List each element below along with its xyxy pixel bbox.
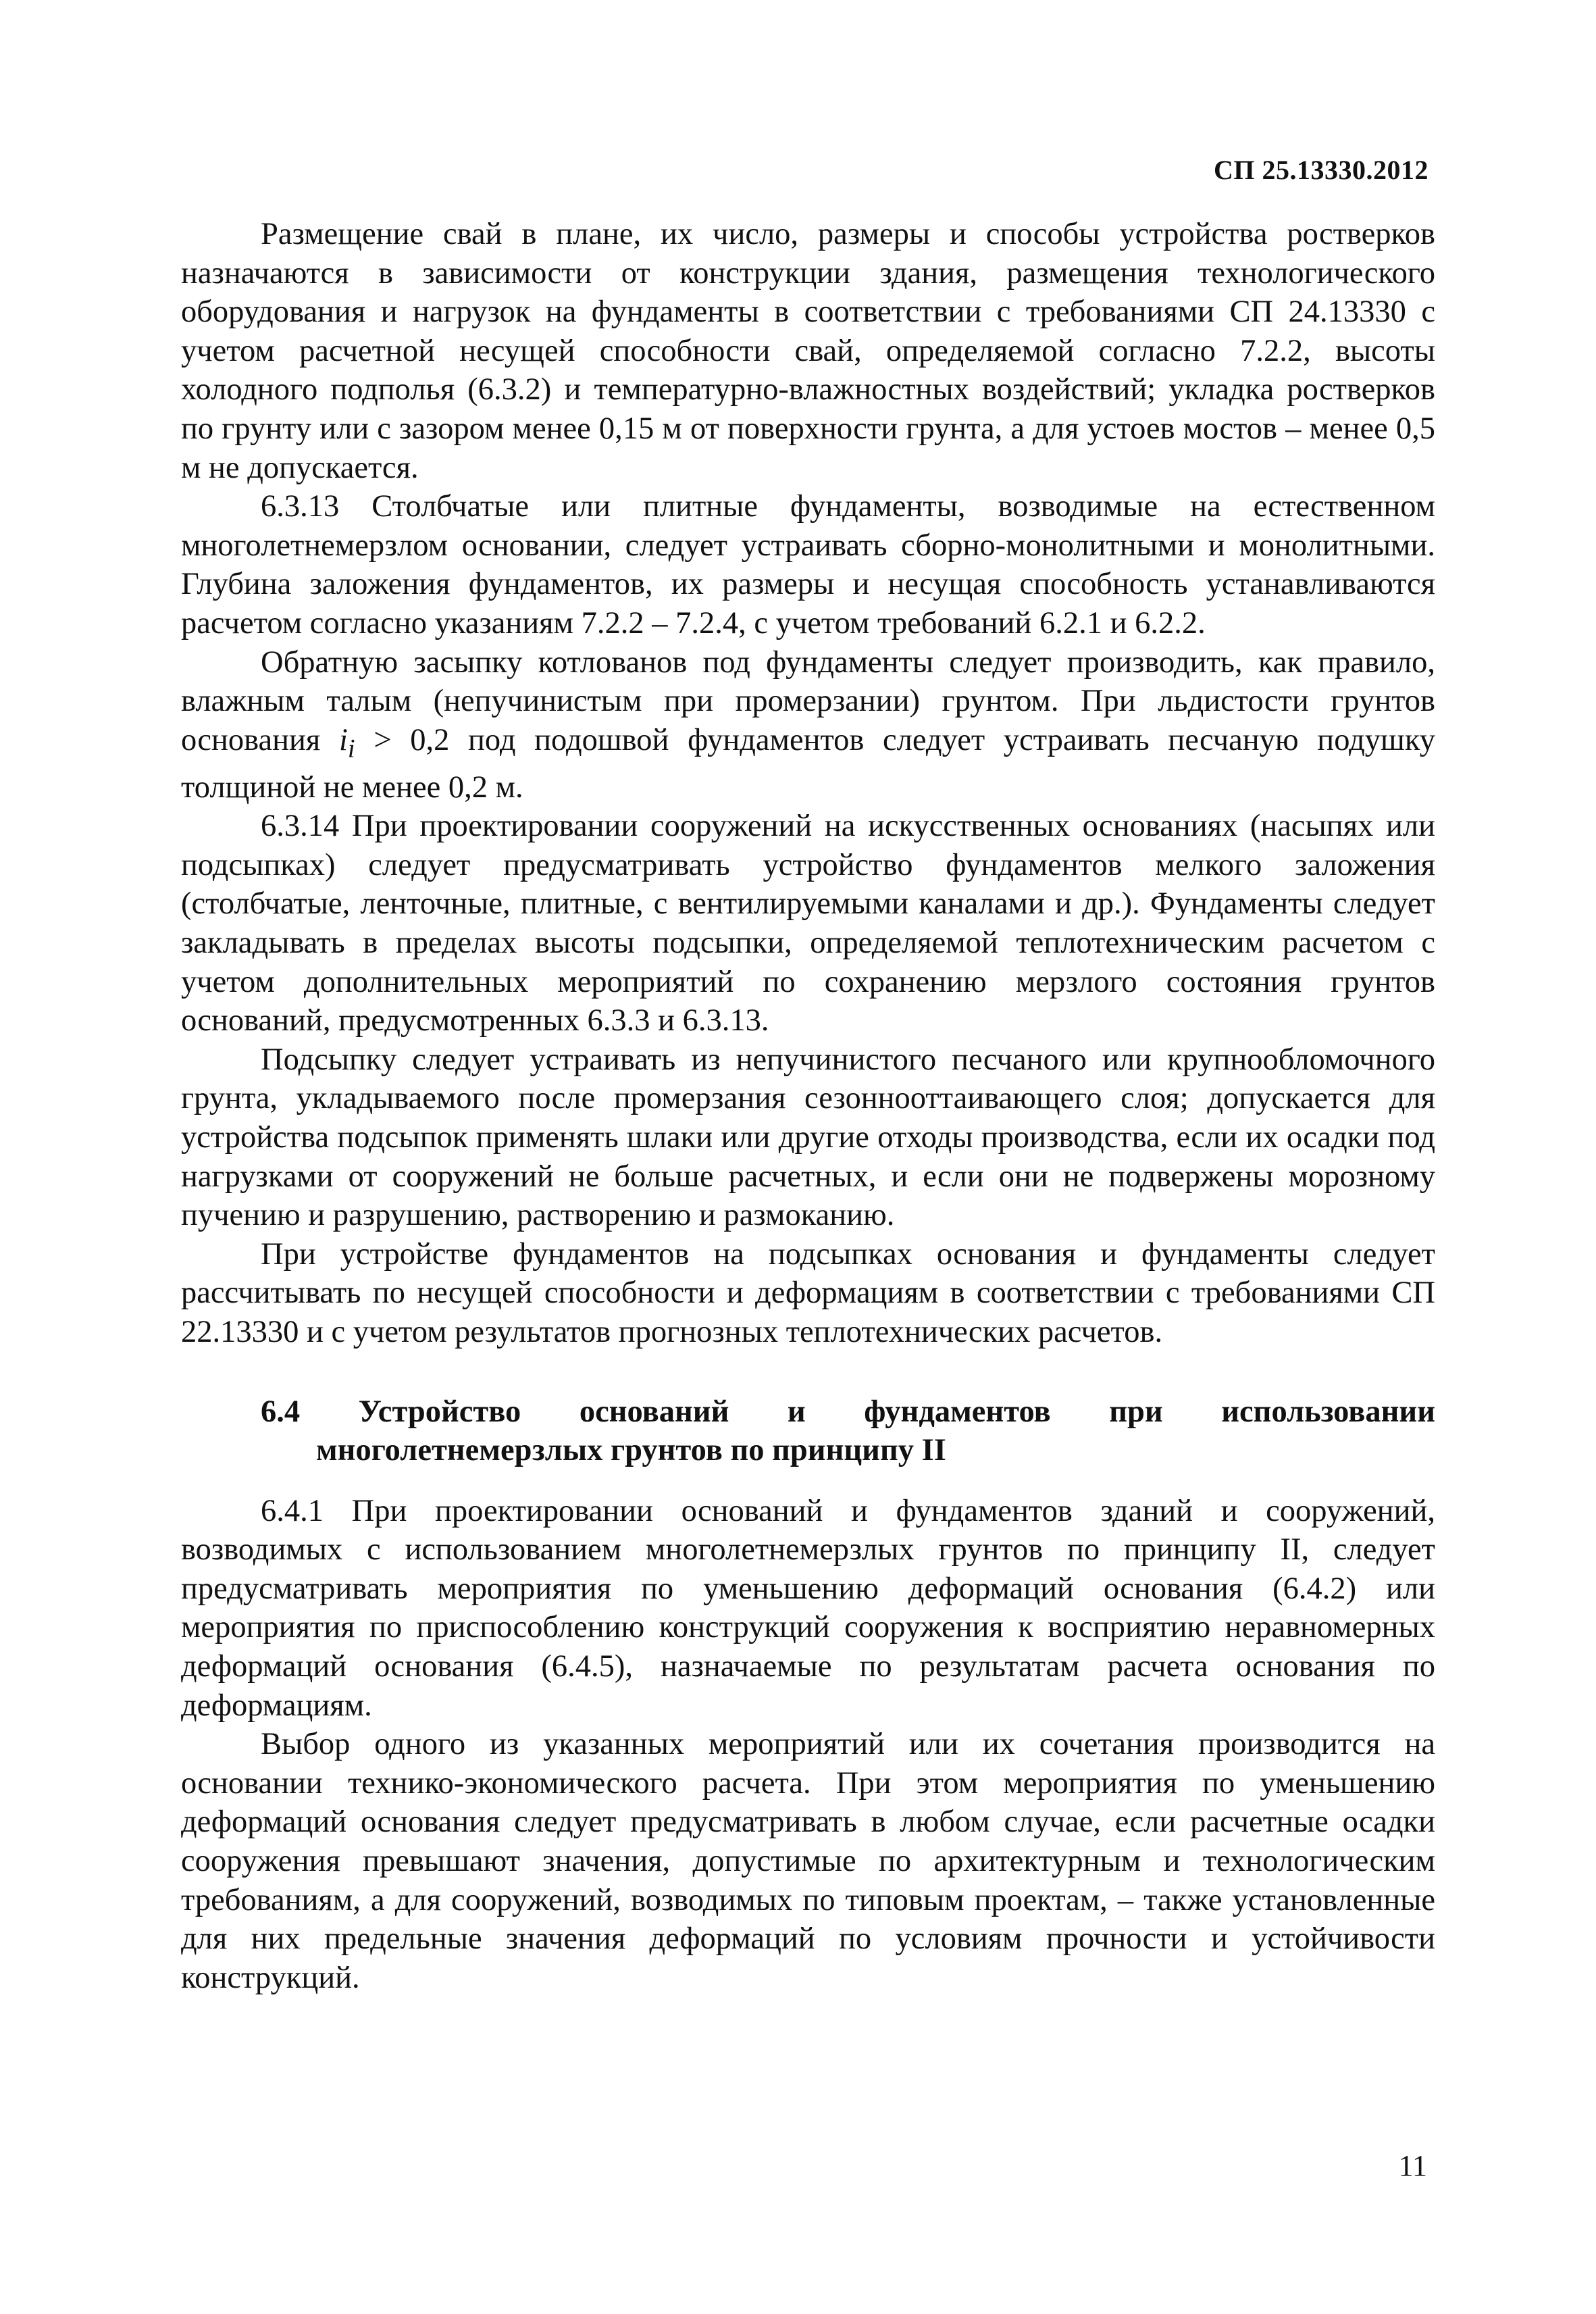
paragraph-6-3-14: 6.3.14 При проектировании сооружений на искусственных основаниях (насыпях или подсыпках) следует предусматривать устройство фундаментов мелкого заложения (столбчатые, ленточные, плитные, с вентилируемыми каналами и др.). Фундаменты следует закладывать в пределах высоты подсыпки, определяемой теплотехническим расчетом с учетом дополнительных мероприятий по сохранению мерзлого состояния грунтов оснований, предусмотренных 6.3.3 и 6.3.13. (181, 809, 1435, 1038)
paragraph: При устройстве фундаментов на подсыпках основания и фундаменты следует рассчитывать по несущей способности и деформациям в соответствии с требованиями СП 22.13330 и с учетом результатов прогнозных теплотехнических расчетов. (181, 1236, 1435, 1349)
paragraph-6-3-13: 6.3.13 Столбчатые или плитные фундаменты, возводимые на естественном многолетнемерзлом основании, следует устраивать сборно-монолитными и монолитными. Глубина заложения фундаментов, их размеры и несущая способность устанавливаются расчетом согласно указаниям 7.2.2 – 7.2.4, с учетом требований 6.2.1 и 6.2.2. (181, 489, 1435, 640)
document-code: СП 25.13330.2012 (1214, 155, 1428, 185)
heading-line-1 (261, 1392, 1436, 1432)
section-heading-6-4 (181, 1392, 1435, 1470)
paragraph (181, 643, 1435, 807)
paragraph: Подсыпку следует устраивать из непучинистого песчаного или крупнообломочного грунта, укладываемого после промерзания сезоннооттаивающего слоя; допускается для устройства подсыпок применять шлаки или другие отходы производства, если их осадки под нагрузками от сооружений не больше расчетных, и если они не подвержены морозному пучению и разрушению, растворению и размоканию. (181, 1042, 1435, 1233)
heading-title: Устройство оснований и фундаментов при использовании (358, 1394, 1436, 1429)
document-body (181, 215, 1435, 1997)
paragraph-text: > 0,2 под подошвой фундаментов следует устраивать песчаную подушку толщиной не менее 0,2 м. (181, 722, 1435, 805)
page-number: 11 (1398, 2149, 1427, 2182)
paragraph: Выбор одного из указанных мероприятий или их сочетания производится на основании технико-экономического расчета. При этом мероприятия по уменьшению деформаций основания следует предусматривать в любом случае, если расчетные осадки сооружения превышают значения, допустимые по архитектурным и технологическим требованиям, а для сооружений, возводимых по типовым проектам, – также установленные для них предельные значения деформаций по условиям прочности и устойчивости конструкций. (181, 1727, 1435, 1995)
ice-content-variable: $i_i$ (339, 722, 355, 763)
paragraph-6-4-1: 6.4.1 При проектировании оснований и фундаментов зданий и сооружений, возводимых с использованием многолетнемерзлых грунтов по принципу II, следует предусматривать мероприятия по уменьшению деформаций основания (6.4.2) или мероприятия по приспособлению конструкций сооружения к восприятию неравномерных деформаций основания (6.4.5), назначаемые по результатам расчета основания по деформациям. (181, 1493, 1435, 1723)
paragraph-text: Обратную засыпку котлованов под фундаменты следует производить, как правило, влажным талым (непучинистым при промерзании) грунтом. При льдистости грунтов основания (181, 645, 1435, 757)
paragraph: Размещение свай в плане, их число, размеры и способы устройства ростверков назначаются в зависимости от конструкции здания, размещения технологического оборудования и нагрузок на фундаменты в соответствии с требованиями СП 24.13330 с учетом расчетной несущей способности свай, определяемой согласно 7.2.2, высоты холодного подполья (6.3.2) и температурно-влажностных воздействий; укладка ростверков по грунту или с зазором менее 0,15 м от поверхности грунта, а для устоев мостов – менее 0,5 м не допускается. (181, 217, 1435, 485)
section-number: 6.4 (261, 1394, 301, 1429)
heading-line-2: многолетнемерзлых грунтов по принципу II (316, 1433, 946, 1468)
